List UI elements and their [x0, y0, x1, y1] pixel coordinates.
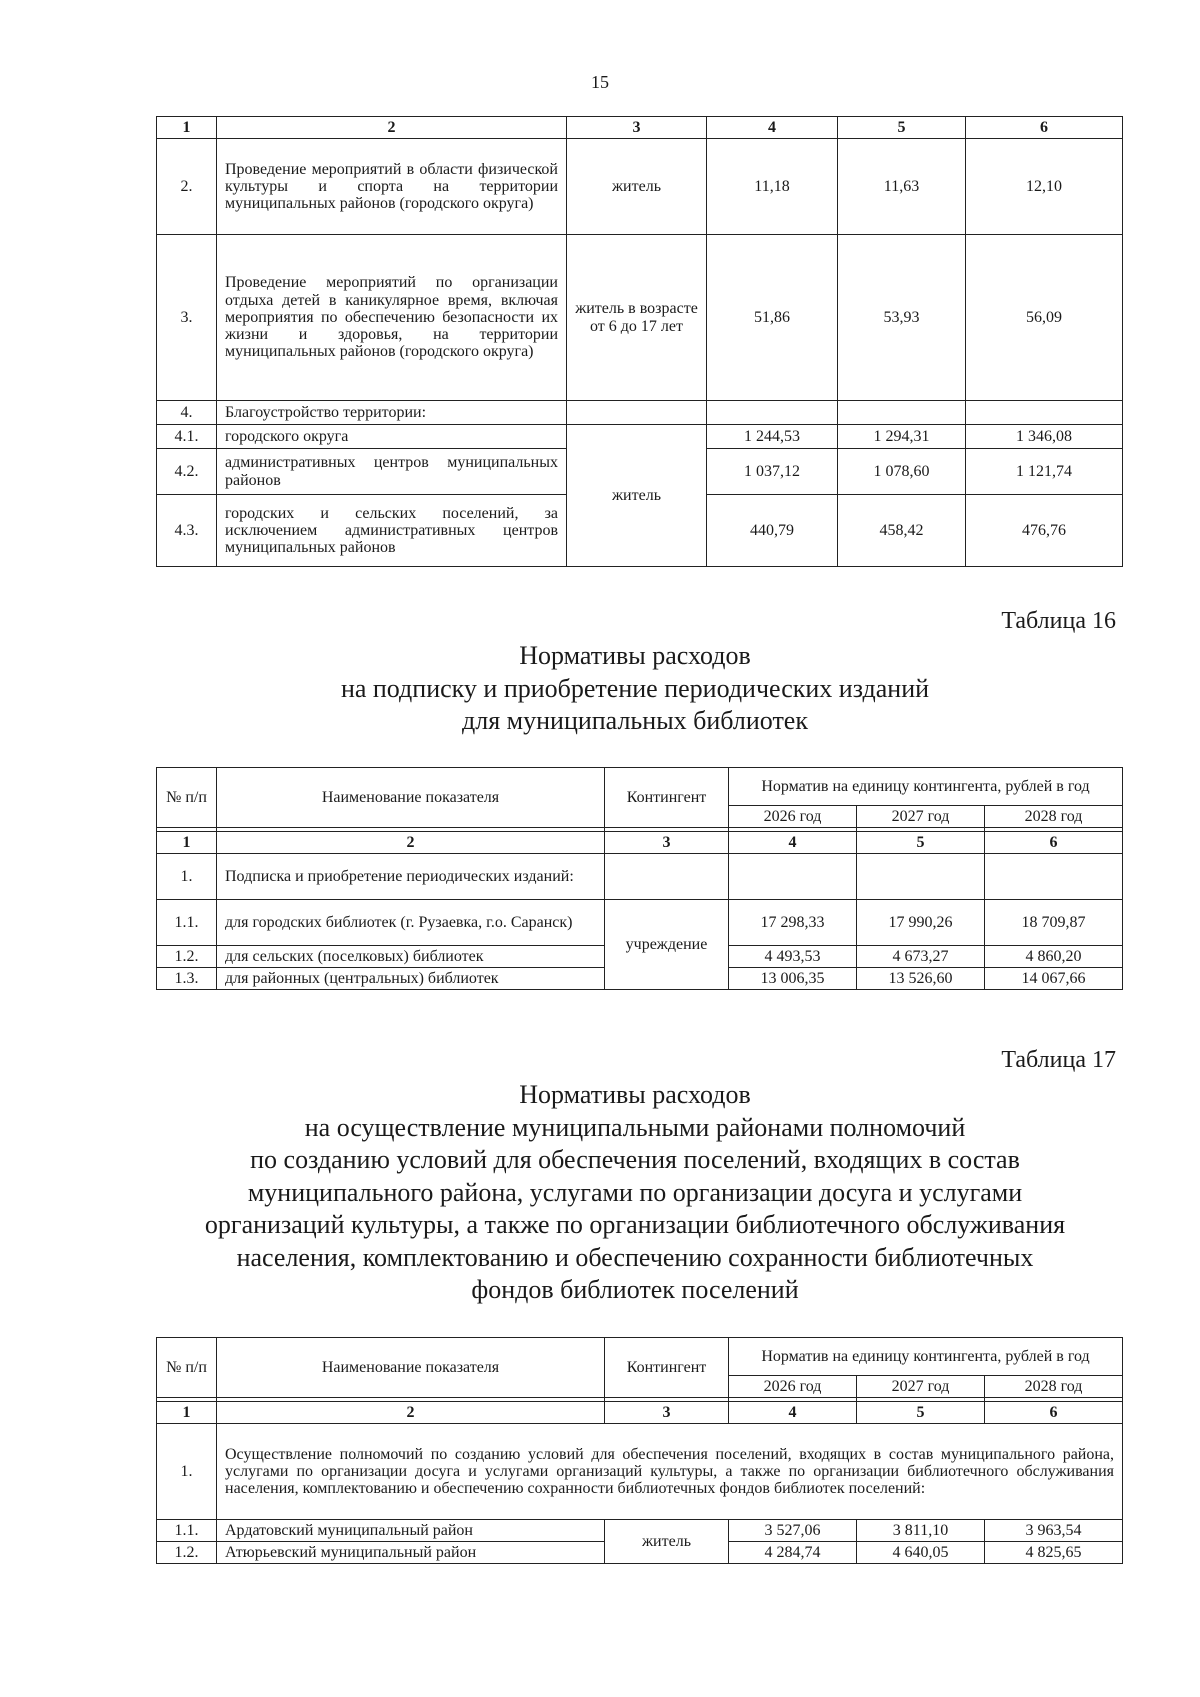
- indicator-name: Проведение мероприятий в области физической культуры и спорта на территории муниципальных районов (городского округа): [217, 139, 567, 235]
- table-row: [157, 854, 1123, 900]
- value-2026: 4 284,74: [729, 1542, 857, 1564]
- row-number: 4.1.: [157, 425, 217, 449]
- value-2026: 1 037,12: [707, 449, 838, 495]
- row-number: 1.2.: [157, 946, 217, 968]
- value-2028: 4 825,65: [985, 1542, 1123, 1564]
- column-number: 1: [157, 117, 217, 139]
- table-16-title: [0, 640, 1200, 738]
- header-contingent: Контингент: [605, 1338, 729, 1398]
- column-number: 4: [707, 117, 838, 139]
- indicator-name: для сельских (поселковых) библиотек: [217, 946, 605, 968]
- column-number: 2: [217, 1402, 605, 1424]
- indicator-name: Ардатовский муниципальный район: [217, 1520, 605, 1542]
- table-row: [157, 401, 1123, 425]
- empty-cell: [966, 401, 1123, 425]
- indicator-name: административных центров муниципальных районов: [217, 449, 567, 495]
- table-15-continuation: [156, 116, 1123, 567]
- value-2026: 3 527,06: [729, 1520, 857, 1542]
- column-number: 3: [567, 117, 707, 139]
- header-name: Наименование показателя: [217, 768, 605, 828]
- column-number: 5: [838, 117, 966, 139]
- table-17: [156, 1337, 1123, 1564]
- row-number: 3.: [157, 235, 217, 401]
- header-row: [157, 1338, 1123, 1376]
- value-2027: 11,63: [838, 139, 966, 235]
- column-numbers-row: [157, 117, 1123, 139]
- row-number: 4.3.: [157, 495, 217, 567]
- value-2026: 17 298,33: [729, 900, 857, 946]
- contingent: житель: [567, 139, 707, 235]
- value-2027: 13 526,60: [857, 968, 985, 990]
- title-line: Нормативы расходов: [519, 641, 751, 670]
- value-2028: 1 346,08: [966, 425, 1123, 449]
- contingent-merged: житель: [605, 1520, 729, 1564]
- contingent-merged: учреждение: [605, 900, 729, 990]
- column-numbers-row: [157, 1402, 1123, 1424]
- row-number: 1.1.: [157, 900, 217, 946]
- header-norm: Норматив на единицу контингента, рублей в год: [729, 768, 1123, 806]
- table-16: [156, 767, 1123, 990]
- column-number: 1: [157, 832, 217, 854]
- empty-cell: [838, 401, 966, 425]
- indicator-name: для городских библиотек (г. Рузаевка, г.о. Саранск): [217, 900, 605, 946]
- header-year: 2028 год: [985, 1376, 1123, 1398]
- value-2027: 4 673,27: [857, 946, 985, 968]
- header-year: 2026 год: [729, 806, 857, 828]
- value-2028: 18 709,87: [985, 900, 1123, 946]
- value-2027: 1 294,31: [838, 425, 966, 449]
- value-2026: 4 493,53: [729, 946, 857, 968]
- value-2028: 14 067,66: [985, 968, 1123, 990]
- column-number: 1: [157, 1402, 217, 1424]
- header-year: 2027 год: [857, 1376, 985, 1398]
- empty-cell: [729, 854, 857, 900]
- column-number: 6: [985, 1402, 1123, 1424]
- row-number: 1.: [157, 1424, 217, 1520]
- value-2027: 4 640,05: [857, 1542, 985, 1564]
- indicator-name: для районных (центральных) библиотек: [217, 968, 605, 990]
- row-number: 1.: [157, 854, 217, 900]
- title-line: населения, комплектованию и обеспечению сохранности библиотечных: [236, 1242, 1034, 1272]
- title-line: для муниципальных библиотек: [462, 706, 808, 735]
- value-2028: 12,10: [966, 139, 1123, 235]
- column-number: 4: [729, 1402, 857, 1424]
- header-contingent: Контингент: [605, 768, 729, 828]
- empty-cell: [707, 401, 838, 425]
- column-number: 6: [966, 117, 1123, 139]
- title-line: муниципального района, услугами по организации досуга и услугами: [247, 1177, 1023, 1207]
- column-number: 5: [857, 832, 985, 854]
- value-2027: 1 078,60: [838, 449, 966, 495]
- value-2026: 13 006,35: [729, 968, 857, 990]
- row-number: 1.1.: [157, 1520, 217, 1542]
- indicator-name: Подписка и приобретение периодических изданий:: [217, 854, 605, 900]
- table-row: [157, 1520, 1123, 1542]
- column-number: 2: [217, 117, 567, 139]
- indicator-name: Осуществление полномочий по созданию условий для обеспечения поселений, входящих в состав муниципального района, услугами по организации досуга и услугами организаций культуры, а также по организации библиотечного обслуживания населения, комплектованию и обеспечению сохранности библиотечных фондов библиотек поселений:: [217, 1424, 1123, 1520]
- indicator-name: Благоустройство территории:: [217, 401, 567, 425]
- header-year: 2026 год: [729, 1376, 857, 1398]
- column-number: 5: [857, 1402, 985, 1424]
- title-line: организаций культуры, а также по организации библиотечного обслуживания: [204, 1210, 1066, 1239]
- column-number: 3: [605, 1402, 729, 1424]
- table-row: [157, 139, 1123, 235]
- table-row: [157, 900, 1123, 946]
- value-2027: 17 990,26: [857, 900, 985, 946]
- empty-cell: [857, 854, 985, 900]
- row-number: 1.3.: [157, 968, 217, 990]
- table-row: [157, 235, 1123, 401]
- column-number: 3: [605, 832, 729, 854]
- header-norm: Норматив на единицу контингента, рублей в год: [729, 1338, 1123, 1376]
- indicator-name: городского округа: [217, 425, 567, 449]
- value-2026: 440,79: [707, 495, 838, 567]
- title-line: по созданию условий для обеспечения поселений, входящих в состав: [250, 1145, 1020, 1174]
- empty-cell: [567, 401, 707, 425]
- title-line: Нормативы расходов: [519, 1080, 751, 1109]
- table-row: [157, 1424, 1123, 1520]
- row-number: 2.: [157, 139, 217, 235]
- row-number: 4.2.: [157, 449, 217, 495]
- value-2026: 51,86: [707, 235, 838, 401]
- table-row: [157, 425, 1123, 449]
- title-line: на осуществление муниципальными районами полномочий: [304, 1112, 966, 1142]
- empty-cell: [985, 854, 1123, 900]
- column-numbers-row: [157, 832, 1123, 854]
- value-2026: 1 244,53: [707, 425, 838, 449]
- row-number: 4.: [157, 401, 217, 425]
- title-line: фондов библиотек поселений: [471, 1275, 799, 1304]
- title-line: на подписку и приобретение периодических изданий: [340, 673, 930, 703]
- indicator-name: городских и сельских поселений, за исключением административных центров муниципальных районов: [217, 495, 567, 567]
- value-2027: 458,42: [838, 495, 966, 567]
- table-17-label: Таблица 17: [1001, 1047, 1116, 1073]
- table-17-title: [0, 1079, 1200, 1307]
- indicator-name: Проведение мероприятий по организации отдыха детей в каникулярное время, включая мероприятия по обеспечению безопасности их жизни и здоровья, на территории муниципальных районов (городского округа): [217, 235, 567, 401]
- empty-cell: [605, 854, 729, 900]
- value-2027: 53,93: [838, 235, 966, 401]
- column-number: 2: [217, 832, 605, 854]
- table-16-label: Таблица 16: [1001, 608, 1116, 634]
- contingent-merged: житель: [567, 425, 707, 567]
- row-number: 1.2.: [157, 1542, 217, 1564]
- page-number: 15: [591, 72, 609, 92]
- value-2027: 3 811,10: [857, 1520, 985, 1542]
- value-2028: 56,09: [966, 235, 1123, 401]
- value-2026: 11,18: [707, 139, 838, 235]
- indicator-name: Атюрьевский муниципальный район: [217, 1542, 605, 1564]
- value-2028: 476,76: [966, 495, 1123, 567]
- column-number: 4: [729, 832, 857, 854]
- header-name: Наименование показателя: [217, 1338, 605, 1398]
- header-num: № п/п: [157, 768, 217, 828]
- value-2028: 3 963,54: [985, 1520, 1123, 1542]
- value-2028: 1 121,74: [966, 449, 1123, 495]
- column-number: 6: [985, 832, 1123, 854]
- value-2028: 4 860,20: [985, 946, 1123, 968]
- header-num: № п/п: [157, 1338, 217, 1398]
- contingent: житель в возрасте от 6 до 17 лет: [567, 235, 707, 401]
- header-row: [157, 768, 1123, 806]
- header-year: 2028 год: [985, 806, 1123, 828]
- header-year: 2027 год: [857, 806, 985, 828]
